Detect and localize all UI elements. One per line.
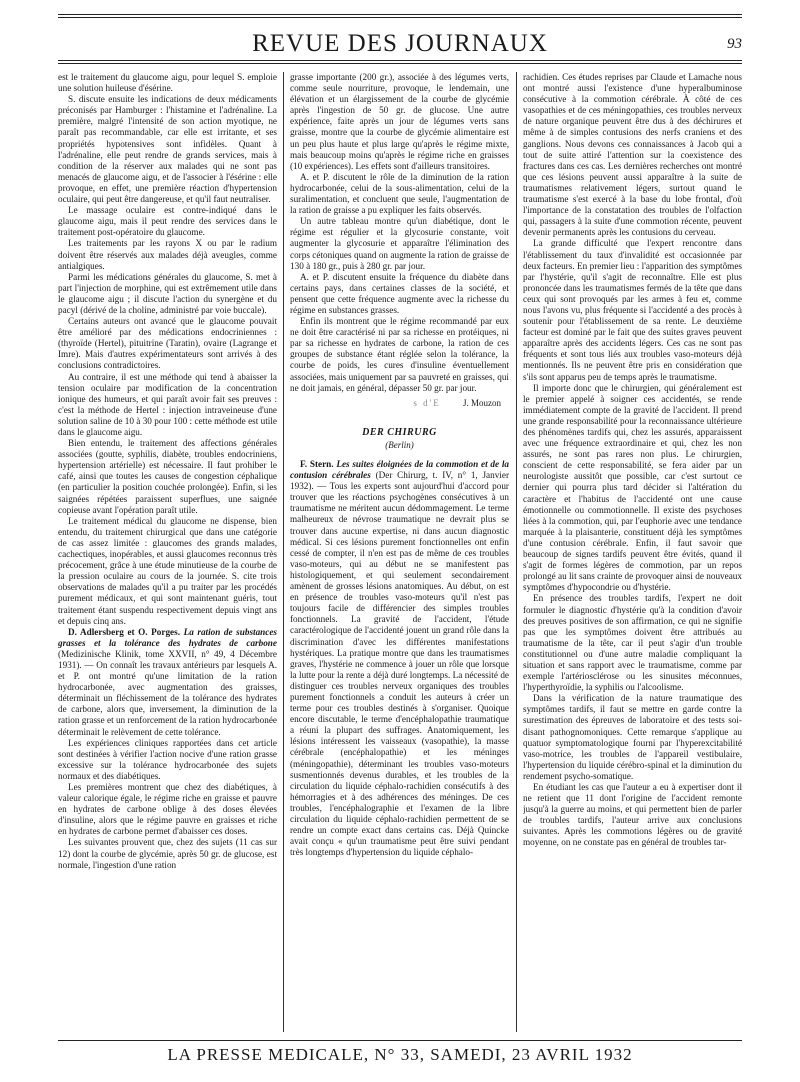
paragraph: S. discute ensuite les indications de deux médicaments préconisés par Hamburger : l'histamine et l'adrénaline. La première, malgré l'intensité de son action myotique, ne paraît pas recommandable, car elle est irritante, et ses propriétés hypotensives sont infidèles. Quant à l'adrénaline, elle peut rendre de grands services, mais à condition de la réserver aux malades qui ne sont pas menacés de glaucome aigu, et de l'associer à l'ésérine : elle provoque, en effet, une première réaction d'hypertension oculaire, qui peut être dangereuse, et qu'il faut neutraliser.	[58, 94, 277, 205]
footer-rule	[58, 1040, 742, 1041]
paragraph: rachidien. Ces études reprises par Claude et Lamache nous ont montré aussi l'existence d'une hyperalbuminose consécutive à la commotion cérébrale. À côté de ces vasopathies et de ces méningopathies, ces troubles nerveux de nature organique peuvent être dus à des déchirures et même à de simples contusions des nerfs craniens et des ganglions. Nous devons ces connaissances à Jacob qui a tout de suite attiré l'attention sur la coexistence des fractures dans ces cas. Les dernières recherches ont montré que ces lésions peuvent aussi apparaître à la suite de traumatismes relativement légers, surtout quand le traumatisme s'est exercé à la base du lobe frontal, d'où l'importance de la constatation des troubles de l'olfaction qui, passagers à la suite d'une commotion récente, peuvent devenir permanents après les contusions du cerveau.	[523, 72, 742, 238]
paragraph: En présence des troubles tardifs, l'expert ne doit formuler le diagnostic d'hystérie qu'à la condition d'avoir des preuves positives de son affirmation, ce qui ne signifie pas que les symptômes doivent être attribués au traumatisme de la tête, car il peut s'agir d'un trouble constitutionnel ou d'une autre maladie compliquant la situation et sans rapport avec le traumatisme, comme par exemple l'artériosclérose ou les sinusites méconnues, l'hyperthyroïdie, la syphilis ou l'alcoolisme.	[523, 593, 742, 693]
article-text: (Der Chirurg, t. IV, n° 1, Janvier 1932). — Tous les experts sont aujourd'hui d'accord pour trouver que les réactions psychogènes consécutives à un traumatisme ne méritent aucun dédommagement. Le terme malheureux de névrose traumatique ne devrait plus se trouver dans aucune expertise, ni dans aucun diagnostic médical. Si ces lésions purement fonctionnelles ont enfin cessé de compter, il n'en est pas de même de ces troubles vaso-moteurs, qui au début ne se manifestent pas histologiquement, et qui seulement secondairement amènent de grosses lésions anatomiques. Au début, on est en présence de troubles vaso-moteurs qu'il n'est pas toujours facile de différencier des simples troubles fonctionnels. La gravité de l'accident, l'étude caractérologique de l'accidenté jouent un grand rôle dans la discrimination d'avec les différentes manifestations hystériques. La pratique montre que dans les traumatismes graves, l'hystérie ne commence à jouer un rôle que lorsque la lutte pour la rente a déjà duré longtemps. La nécessité de distinguer ces troubles nerveux organiques des troubles purement fonctionnels a conduit les auteurs à créer un terme pour ces troubles destinés à s'organiser. Quoique encore discutable, le terme d'encéphalopathie traumatique a réuni la plupart des suffrages. Anatomiquement, les lésions intéressent les vaisseaux (vasopathie), la masse cérébrale (encéphalopathie) et les méninges (méningopathie), déterminant les troubles vaso-moteurs susmentionnés devenus durables, et les troubles de la circulation du liquide céphalo-rachidien consécutifs à des hémorragies et à des adhérences des méninges. De ces troubles, l'encéphalographie et l'examen de la libre circulation du liquide céphalo-rachidien permettent de se rendre un compte exact dans certains cas. Déjà Quincke avait conçu « qu'un traumatisme peut être suivi pendant très longtemps d'hypertension du liquide céphalo-	[290, 470, 509, 858]
page-header	[58, 14, 742, 64]
article-authors: F. Stern.	[300, 459, 334, 469]
paragraph: Enfin ils montrent que le régime recommandé par eux ne doit être caractérisé ni par sa richesse en protéiques, ni par sa richesse en hydrates de carbone, la ration de ces groupes de substance étant réglée selon la tolérance, la courbe de poids, les cures d'insuline éventuellement associées, mais uniquement par sa pauvreté en graisses, qui ne doit jamais, en général, dépasser 50 gr. par jour.	[290, 316, 509, 393]
paragraph: Un autre tableau montre qu'un diabétique, dont le régime est régulier et la glycosurie constante, voit augmenter la glycosurie et apparaître l'élimination des corps cétoniques quand on augmente la ration de graisse de 130 à 180 gr., puis à 280 gr. par jour.	[290, 216, 509, 271]
column-1	[58, 72, 277, 1032]
paragraph: Les premières montrent que chez des diabétiques, à valeur calorique égale, le régime riche en graisse et pauvre en hydrates de carbone oblige à des doses élevées d'insuline, alors que le régime pauvre en graisses et riche en hydrates de carbone permet d'abaisser ces doses.	[58, 782, 277, 837]
paragraph: Les traitements par les rayons X ou par le radium doivent être réservés aux malades déjà aveugles, comme antialgiques.	[58, 238, 277, 271]
page-number: 93	[727, 36, 742, 52]
column-2	[290, 72, 509, 1032]
header-rule	[58, 63, 742, 64]
column-divider	[516, 72, 517, 1032]
signature-smudge: s d'E	[413, 397, 441, 408]
section-subheading: (Berlin)	[385, 439, 414, 450]
paragraph: A. et P. discutent le rôle de la diminution de la ration hydrocarbonée, celui de la sous-alimentation, celui de la suralimentation, et concluent que seule, l'augmentation de la ration de graisse a pu expliquer les faits observés.	[290, 171, 509, 216]
paragraph: Bien entendu, le traitement des affections générales associées (goutte, syphilis, diabète, troubles endocriniens, hypertension artérielle) est nécessaire. Il faut prohiber le café, ainsi que toutes les causes de congestion céphalique (en particulier la position couchée prolongée). Enfin, si les saignées répétées paraissent superflues, une saignée copieuse avant l'opération paraît utile.	[58, 438, 277, 515]
paragraph: Le traitement médical du glaucome ne dispense, bien entendu, du traitement chirurgical que dans une catégorie de cas assez limitée : glaucomes des grands malades, cachectiques, inopérables, et aussi glaucomes reconnus très précocement, grâce à une étude minutieuse de la courbe de la pression oculaire au cours de la journée. S. cite trois observations de malades qu'il a pu traiter par les procédés purement médicaux, et qui sont maintenant guéris, tout traitement étant suspendu respectivement depuis vingt ans et depuis cinq ans.	[58, 515, 277, 626]
paragraph: Les expériences cliniques rapportées dans cet article sont destinées à vérifier l'action nocive d'une ration grasse excessive sur la tolérance hydrocarbonée des sujets normaux et des diabétiques.	[58, 737, 277, 781]
article-entry	[58, 627, 277, 738]
article-title: Les suites éloignées de la commotion et de la contusion cérébrales	[290, 459, 509, 481]
header-rule	[58, 60, 742, 61]
column-divider	[283, 72, 284, 1032]
article-text: (Medizinische Klinik, tome XXVII, n° 49, 4 Décembre 1931). — On connaît les travaux antérieurs par lesquels A. et P. ont montré qu'une limitation de la ration hydrocarbonée, avec augmentation des graisses, déterminait un fléchissement de la tolérance des hydrates de carbone, alors que, inversement, la diminution de la ration grasse et un renforcement de la ration hydrocarbonée déterminait le relèvement de cette tolérance.	[58, 648, 277, 737]
footer-text: LA PRESSE MEDICALE, N° 33, SAMEDI, 23 AVRIL 1932	[167, 1045, 633, 1064]
header-rule	[58, 14, 742, 15]
paragraph: En étudiant les cas que l'auteur a eu à expertiser dont il ne retient que 11 dont l'origine de l'accident remonte jusqu'à la guerre au moins, et qui permettent bien de parler de troubles tardifs, l'auteur arrive aux conclusions suivantes. Après les commotions légères ou de gravité moyenne, on ne constate pas en général de troubles tar-	[523, 782, 742, 848]
section-heading: DER CHIRURG	[362, 426, 437, 438]
paragraph: grasse importante (200 gr.), associée à des légumes verts, comme seule nourriture, provoque, le lendemain, une élévation et un élargissement de la courbe de glycémie après l'ingestion de 50 gr. de glucose. Une autre expérience, faite après un jour de légumes verts sans graisse, montre que la courbe de glycémie alimentaire est un peu plus haute et plus large qu'après le régime mixte, mais beaucoup moins qu'après le régime riche en graisses (10 expériences). Les effets sont d'ailleurs transitoires.	[290, 72, 509, 171]
paragraph: Au contraire, il est une méthode qui tend à abaisser la tension oculaire par modification de la concentration ionique des humeurs, et qui paraît avoir fait ses preuves : c'est la méthode de Hertel : injection intraveineuse d'une solution saline de 10 à 30 pour 100 : cette méthode est utile dans le glaucome aigu.	[58, 371, 277, 437]
article-title: La ration de substances grasses et la tolérance des hydrates de carbone	[58, 626, 277, 648]
paragraph: Les suivantes prouvent que, chez des sujets (11 cas sur 12) dont la courbe de glycémie, après 50 gr. de glucose, est normale, l'ingestion d'une ration	[58, 837, 277, 870]
journal-title: REVUE DES JOURNAUX	[252, 30, 548, 57]
paragraph: Parmi les médications générales du glaucome, S. met à part l'injection de morphine, qui est extrêmement utile dans le glaucome aigu ; il discute l'action du synergène et du pacyl (dérivé de la choline, administré par voie buccale).	[58, 271, 277, 315]
paragraph: Dans la vérification de la nature traumatique des symptômes tardifs, il faut se mettre en garde contre la surestimation des épreuves de laboratoire et des tests soi-disant pathognomoniques. Cette remarque s'applique au quatuor symptomatologique fourni par l'hyperexcitabilité vaso-motrice, les troubles de l'appareil vestibulaire, l'hypertension du liquide cérébro-spinal et la diminution du rendement psycho-somatique.	[523, 693, 742, 781]
signature-name: J. Mouzon	[463, 397, 501, 408]
paragraph: A. et P. discutent ensuite la fréquence du diabète dans certains pays, dans certaines classes de la société, et pensent que cette fréquence augmente avec la richesse du régime en substances grasses.	[290, 271, 509, 315]
article-entry	[290, 459, 509, 858]
column-3	[523, 72, 742, 1032]
paragraph: Le massage oculaire est contre-indiqué dans le glaucome aigu, mais il peut rendre des services dans le traitement post-opératoire du glaucome.	[58, 205, 277, 238]
article-columns	[58, 72, 742, 1032]
paragraph: Il importe donc que le chirurgien, qui généralement est le premier appelé à soigner ces accidentés, se rende immédiatement compte de la gravité de l'accident. Il prend une grande responsabilité pour la reconnaissance ultérieure des phénomènes tardifs qui, chez les assurés, apparaissent avec une fréquence extraordinaire et qui, chez les non assurés, ne sont pas rares non plus. Le chirurgien, conscient de cette responsabilité, se fera aider par un neurologiste aussitôt que possible, car c'est surtout ce dernier qui pourra plus tard décider si l'altération du caractère et l'habitus de l'accidenté ont une cause émotionnelle ou commotionnelle. Il existe des psychoses liées à la commotion, qui, par l'euphorie avec une tendance marquée à la plaisanterie, constituent déjà les symptômes d'une contusion cérébrale. Enfin, il faut savoir que beaucoup de signes tardifs peuvent être évités, quand il s'agit de formes légères de commotion, par un repos prolongé au lit sans crainte de provoquer ainsi de nouveaux symptômes d'hypocondrie ou d'hystérie.	[523, 382, 742, 593]
signature	[290, 398, 501, 409]
paragraph: est le traitement du glaucome aigu, pour lequel S. emploie une solution huileuse d'ésérine.	[58, 72, 277, 94]
article-authors: D. Adlersberg et O. Porges.	[68, 626, 181, 637]
header-rule	[58, 17, 742, 18]
paragraph: Certains auteurs ont avancé que le glaucome pouvait être amélioré par des médications endocriniennes : (thyroïde (Hertel), pituitrine (Taratin), ovaire (Lagrange et Imre). Mais d'autres expérimentateurs sont arrivés à des conclusions contradictoires.	[58, 316, 277, 371]
page-footer	[58, 1040, 742, 1068]
paragraph: La grande difficulté que l'expert rencontre dans l'établissement du taux d'invalidité est occasionnée par deux facteurs. En premier lieu : l'apparition des symptômes par l'hystérie, qu'il s'agit de reconnaître. Elle est plus prononcée dans les traumatismes fermés de la tête que dans ceux qui sont provoqués par les armes à feu et, comme nous l'avons vu, plus fréquente si l'accidenté a des procès à soutenir pour l'établissement de sa rente. Le deuxième facteur est dominé par le fait que des suites graves peuvent apparaître après des accidents légers. Ces cas ne sont pas fréquents et sont tous liés aux troubles vaso-moteurs déjà mentionnés. Ils ne peuvent être pris en considération que s'ils sont apparus peu de temps après le traumatisme.	[523, 238, 742, 382]
